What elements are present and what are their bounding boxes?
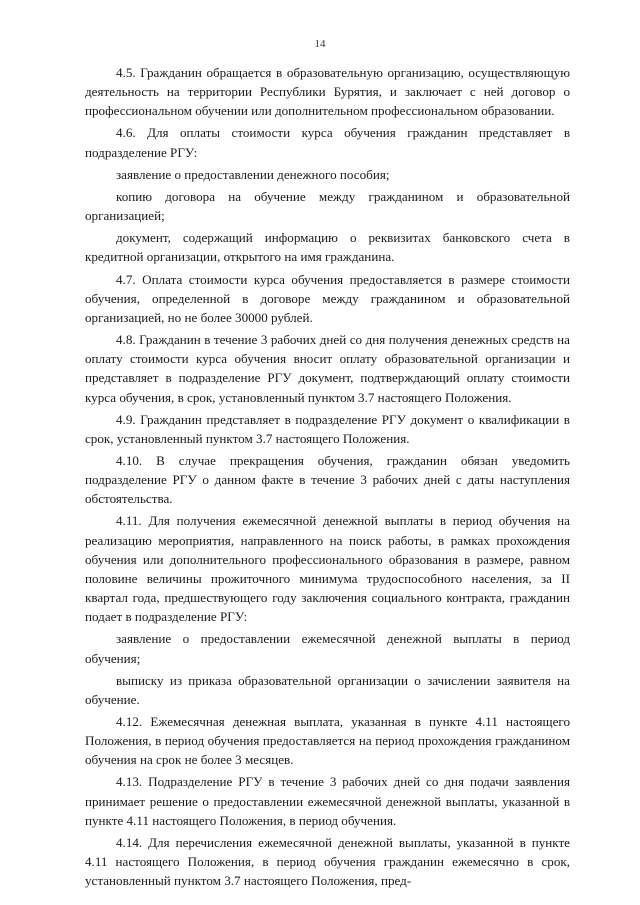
list-item-application: заявление о предоставлении денежного пособия; [116, 166, 390, 182]
list-item-monthly-application: заявление о предоставлении ежемесячной денежной выплаты в период обучения; [85, 631, 570, 666]
paragraph-4-12: 4.12. Ежемесячная денежная выплата, указанная в пункте 4.11 настоящего Положения, в период обучения предоставляется на период прохождения гражданином обучения на срок не более 3 месяцев. [85, 714, 570, 768]
paragraph-4-10: 4.10. В случае прекращения обучения, гражданин обязан уведомить подразделение РГУ о данном факте в течение 3 рабочих дней с даты наступления обстоятельства. [85, 452, 570, 507]
paragraph-4-6: 4.6. Для оплаты стоимости курса обучения гражданин представляет в подразделение РГУ: [85, 125, 570, 160]
paragraph-4-11: 4.11. Для получения ежемесячной денежной выплаты в период обучения на реализацию мероприятия, направленного на поиск работы, в рамках прохождения обучения или дополнительного профессионального образования в размере, равном половине величины прожиточного минимума трудоспособного населения, за II квартал года, предшествующего году заключения социального контракта, гражданин подает в подразделение РГУ: [85, 513, 570, 625]
list-item-enrollment-extract: выписку из приказа образовательной организации о зачислении заявителя на обучение. [85, 672, 570, 707]
page-number: 14 [314, 38, 326, 50]
document-body [85, 63, 570, 890]
list-item-bank-details: документ, содержащий информацию о реквизитах банковского счета в кредитной организации, открытого на имя гражданина. [85, 230, 570, 265]
paragraph-4-14: 4.14. Для перечисления ежемесячной денежной выплаты, указанной в пункте 4.11 настоящего Положения, в период обучения гражданин ежемесячно в срок, установленный пунктом 3.7 настоящего Положения, пред- [85, 834, 570, 889]
paragraph-4-8: 4.8. Гражданин в течение 3 рабочих дней со дня получения денежных средств на оплату стоимости курса обучения вносит оплату образовательной организации и представляет в подразделение РГУ документ, подтверждающий оплату стоимости курса обучения, в срок, установленный пунктом 3.7 настоящего Положения. [85, 332, 570, 405]
list-item-contract-copy: копию договора на обучение между гражданином и образовательной организацией; [85, 188, 570, 224]
paragraph-4-9: 4.9. Гражданин представляет в подразделение РГУ документ о квалификации в срок, установленный пунктом 3.7 настоящего Положения. [85, 411, 570, 446]
paragraph-4-13: 4.13. Подразделение РГУ в течение 3 рабочих дней со дня подачи заявления принимает решение о предоставлении ежемесячной денежной выплаты, указанной в пункте 4.11 настоящего Положения, в период обучения. [85, 774, 570, 828]
paragraph-4-7: 4.7. Оплата стоимости курса обучения предоставляется в размере стоимости обучения, определенной в договоре между гражданином и образовательной организацией, но не более 30000 рублей. [85, 271, 570, 325]
paragraph-4-5: 4.5. Гражданин обращается в образовательную организацию, осуществляющую деятельность на территории Республики Бурятия, и заключает с ней договор о профессиональном обучении или дополнительном профессиональном образовании. [85, 65, 570, 119]
